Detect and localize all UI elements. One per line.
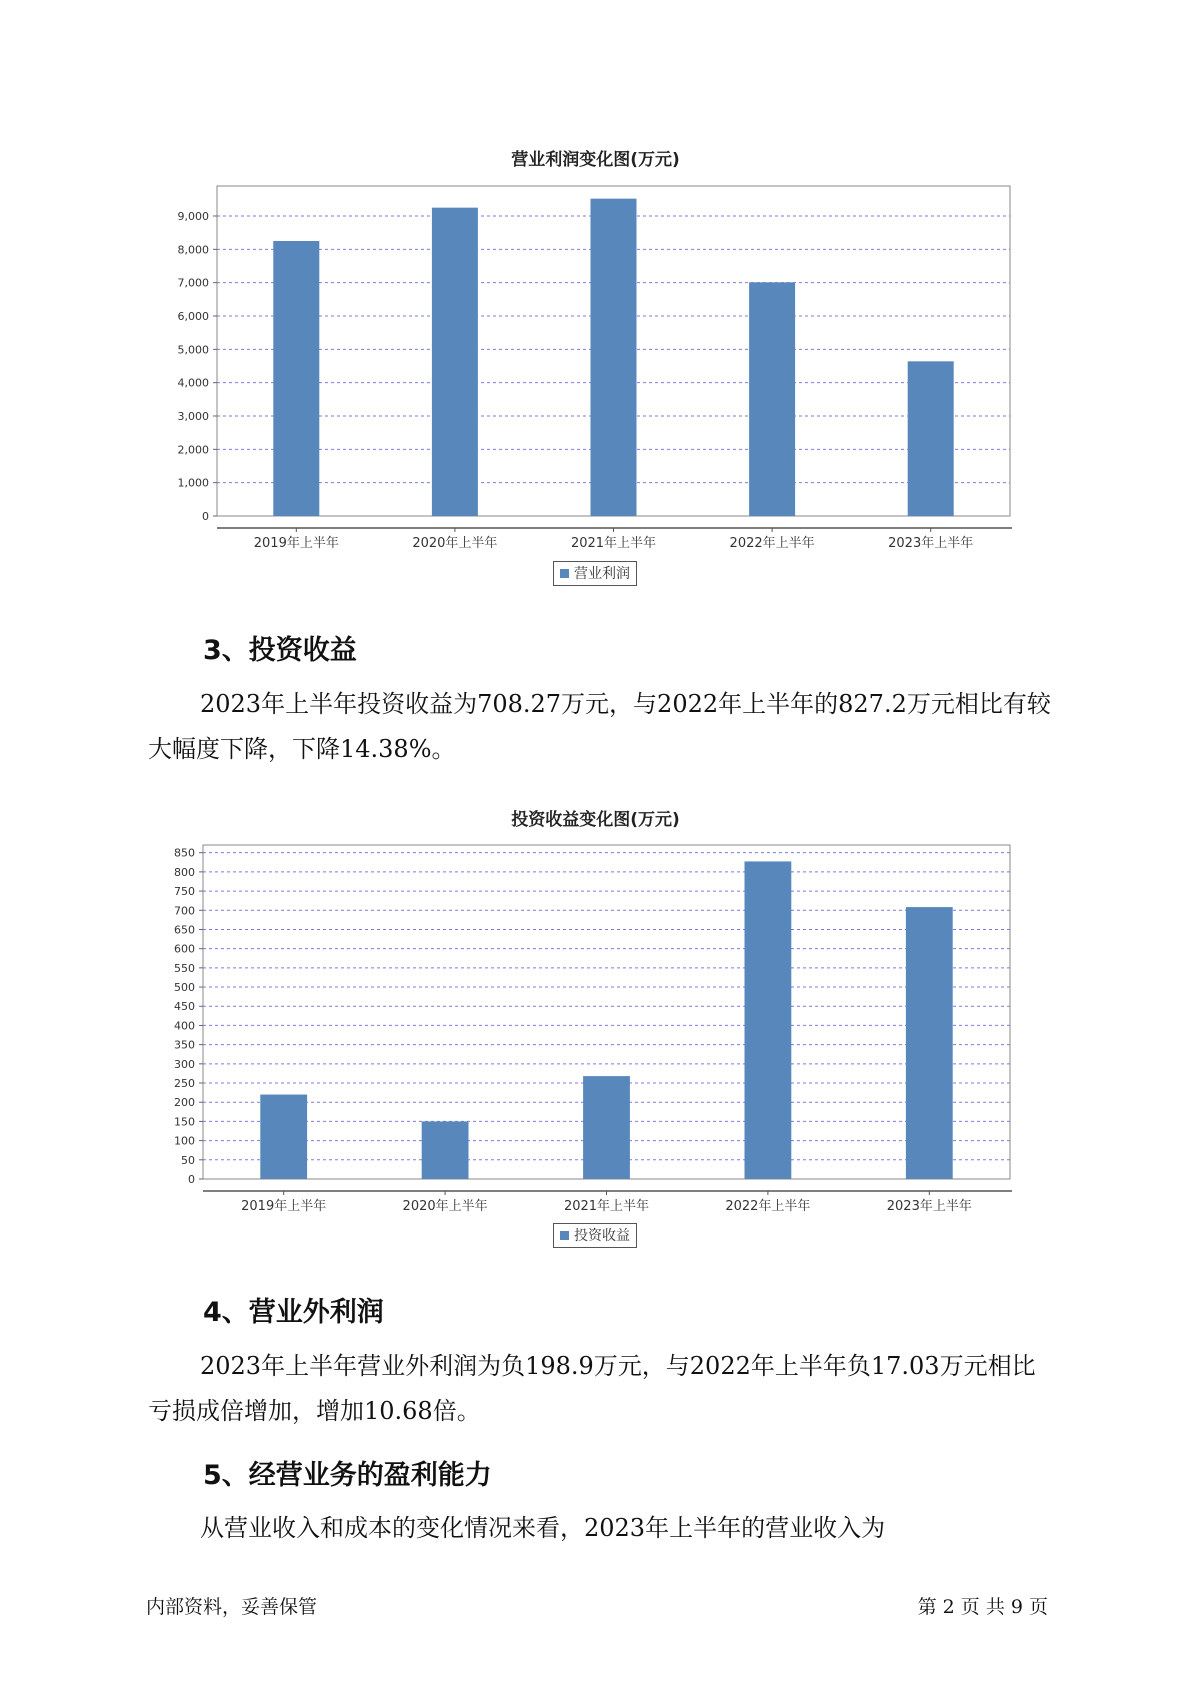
section-5-heading: 5、经营业务的盈利能力 [203,1460,492,1491]
y-tick-label: 650 [174,923,195,937]
y-tick-label: 400 [174,1019,195,1033]
x-tick-label: 2020年上半年 [402,1199,488,1214]
y-tick-label: 6,000 [177,310,209,323]
chart-title: 营业利润变化图(万元) [511,150,680,170]
x-tick-label: 2020年上半年 [412,536,498,551]
y-tick-label: 450 [174,1000,195,1014]
bar [744,861,791,1179]
y-tick-label: 300 [174,1057,195,1071]
legend-swatch [560,1231,569,1240]
y-tick-label: 550 [174,961,195,975]
chart-title: 投资收益变化图(万元) [511,810,680,830]
y-tick-label: 0 [202,510,209,523]
y-tick-label: 750 [174,885,195,899]
y-tick-label: 600 [174,942,195,956]
x-tick-label: 2023年上半年 [886,1199,972,1214]
bar [583,1076,630,1179]
y-tick-label: 700 [174,904,195,918]
section-3-paragraph: 2023年上半年投资收益为708.27万元，与2022年上半年的827.2万元相比有较大幅度下降，下降14.38%。 [148,690,1051,763]
section-4-heading: 4、营业外利润 [203,1297,384,1328]
y-tick-label: 8,000 [177,243,209,257]
section-4-paragraph: 2023年上半年营业外利润为负198.9万元，与2022年上半年负17.03万元相比亏损成倍增加，增加10.68倍。 [148,1352,1036,1425]
x-tick-label: 2023年上半年 [888,536,974,551]
x-tick-label: 2021年上半年 [563,1199,650,1214]
section-3-heading: 3、投资收益 [203,635,357,666]
y-tick-label: 350 [174,1038,195,1052]
y-tick-label: 250 [174,1077,195,1091]
section-5-paragraph: 从营业收入和成本的变化情况来看，2023年上半年的营业收入为 [200,1514,886,1542]
footer-confidential-note: 内部资料，妥善保管 [146,1596,318,1618]
y-tick-label: 0 [188,1173,195,1186]
y-tick-label: 1,000 [177,476,209,490]
y-tick-label: 7,000 [177,276,209,290]
x-tick-label: 2022年上半年 [729,536,815,551]
bar [906,907,953,1179]
y-tick-label: 200 [174,1096,195,1110]
y-tick-label: 800 [174,865,195,879]
legend-label: 营业利润 [574,566,630,582]
x-tick-label: 2022年上半年 [725,1199,811,1214]
y-tick-label: 3,000 [177,410,209,423]
bar [422,1121,469,1179]
y-tick-label: 4,000 [177,376,209,390]
x-tick-label: 2021年上半年 [570,536,657,551]
chart-legend [553,1223,637,1248]
y-tick-label: 9,000 [177,210,209,223]
x-tick-label: 2019年上半年 [241,1199,327,1214]
y-tick-label: 50 [181,1153,195,1167]
footer-page-number: 第 2 页 共 9 页 [917,1596,1048,1618]
y-tick-label: 850 [174,846,195,860]
legend-label: 投资收益 [574,1228,630,1244]
y-tick-label: 500 [174,981,195,995]
x-tick-label: 2019年上半年 [253,536,339,551]
y-tick-label: 2,000 [177,443,209,457]
bar [260,1095,307,1179]
y-tick-label: 100 [174,1134,195,1148]
y-tick-label: 5,000 [177,343,209,357]
y-tick-label: 150 [174,1115,195,1129]
